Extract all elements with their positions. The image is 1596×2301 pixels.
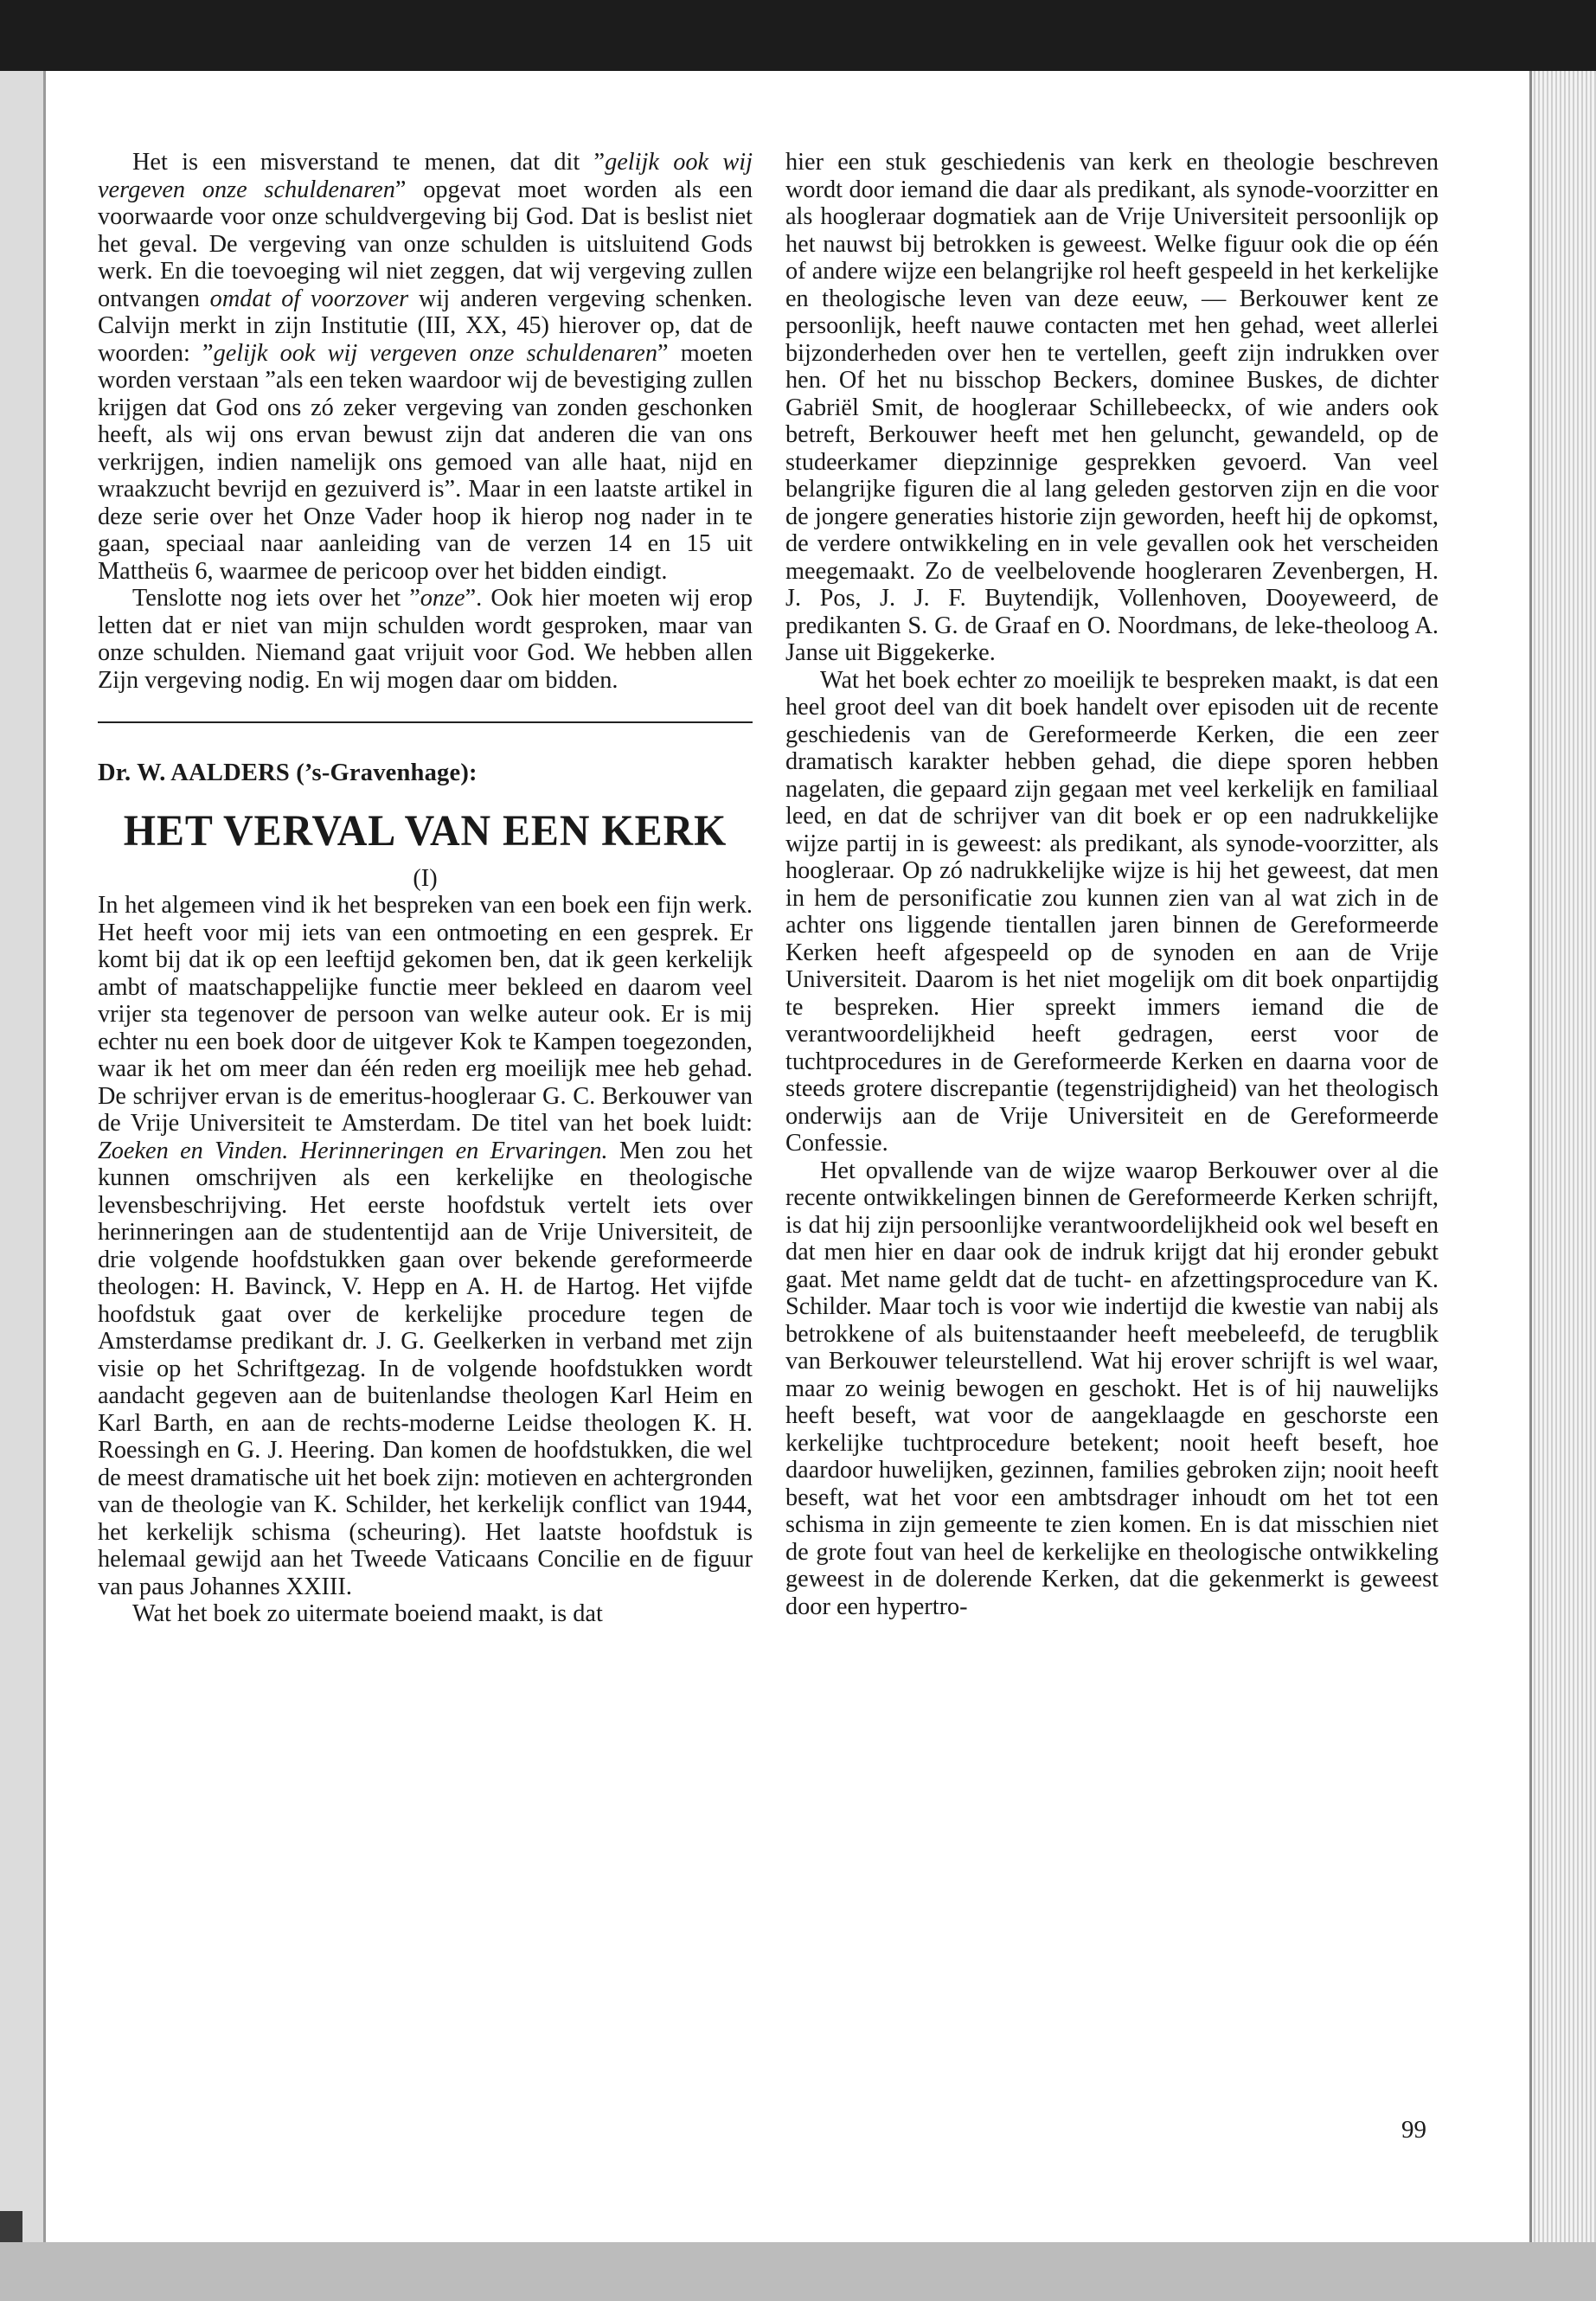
scan-bottom-border (0, 2242, 1596, 2301)
article-title: HET VERVAL VAN EEN KERK (123, 807, 727, 856)
page-right-edge (1529, 71, 1532, 2242)
book-page-edges (1531, 71, 1596, 2242)
article-part-number: (I) (413, 865, 438, 892)
left-column (98, 149, 753, 1628)
page-left-edge (43, 71, 46, 2242)
section-divider (98, 721, 753, 723)
paragraph-striking: Het opvallende van de wijze waarop Berkouwer over al die recente ontwikkelingen binnen de Gereformeerde Kerken schrijft, is dat hij zijn persoonlijke verantwoordelijkheid ook wel beseft en dat men hier en daar ook de indruk krijgt dat hij eronder gebukt gaat. Met name geldt dat de tucht- en afzettingsprocedure van K. Schilder. Maar toch is voor wie indertijd die kwestie van nabij als betrokkene of als buitenstaander heeft meebeleefd, de terugblik van Berkouwer teleurstellend. Wat hij erover schrijft is wel waar, maar zo weinig bewogen en geschokt. Het is of hij nauwelijks heeft beseft, wat voor de aangeklaagde en geschorste een kerkelijke tuchtprocedure betekent; nooit heeft beseft, hoe daardoor huwelijken, gezinnen, families gebroken zijn; nooit heeft beseft, wat het voor een ambtsdrager inhoudt om het tot een schisma in zijn gemeente te zien komen. En is dat misschien niet de grote fout van heel de kerkelijke en theologische ontwikkeling geweest in de dolerende Kerken, dat die gekenmerkt is geweest door een hypertro- (785, 1157, 1439, 1620)
paragraph-difficult: Wat het boek echter zo moeilijk te bespreken maakt, is dat een heel groot deel van dit boek handelt over episoden uit de recente geschiedenis van de Gereformeerde Kerken, die een zeer dramatisch karakter hebben gehad, die diepe sporen hebben nagelaten, die gepaard zijn gegaan met veel kerkelijk en familiaal leed, en dat de schrijver van dit boek er op een nadrukkelijke wijze partij in is geweest: als predikant, als synode-voorzitter, als hoogleraar. Op zó nadrukkelijke wijze is hij het geweest, dat men in hem de personificatie zou kunnen zien van al wat zich in de achter ons liggende tientallen jaren binnen de Gereformeerde Kerken heeft afgespeeld op de synoden en aan de Vrije Universiteit. Daarom is het niet mogelijk om dit boek onpartijdig te bespreken. Hier spreekt immers iemand die de verantwoordelijkheid heeft gedragen, eerst voor de tuchtprocedures in de Gereformeerde Kerken en daarna voor de steeds grotere discrepantie (tegenstrijdigheid) van het theologisch onderwijs aan de Vrije Universiteit en de Gereformeerde Confessie. (785, 666, 1439, 1157)
paragraph-onze: Tenslotte nog iets over het ”onze”. Ook hier moeten wij erop letten dat er niet van mijn schulden wordt gesproken, maar van onze schulden. Niemand gaat vrijuit voor God. We hebben allen Zijn vergeving nodig. En wij mogen daar om bidden. (98, 585, 753, 694)
scan-bottom-corner-mark (0, 2211, 22, 2242)
paragraph-fascinating: Wat het boek zo uitermate boeiend maakt, is dat (132, 1600, 603, 1627)
right-column (785, 149, 1439, 1620)
paragraph-book-intro: In het algemeen vind ik het bespreken van een boek een fijn werk. Het heeft voor mij iets van een ontmoeting en een gesprek. Er komt bij dat ik op een leeftijd gekomen ben, dat ik geen kerkelijk ambt of maatschappelijke functie meer bekleed en daarom veel vrijer sta tegenover de persoon van welke auteur ook. Er is mij echter nu een boek door de uitgever Kok te Kampen toegezonden, waar ik het om meer dan één reden erg moeilijk mee heb gehad. De schrijver ervan is de emeritus-hoogleraar G. C. Berkouwer van de Vrije Universiteit te Amsterdam. De titel van het boek luidt: Zoeken en Vinden. Herinneringen en Ervaringen. Men zou het kunnen omschrijven als een kerkelijke en theologische levensbeschrijving. Het eerste hoofdstuk vertelt iets over herinneringen aan de studententijd aan de Vrije Universiteit, de drie volgende hoofdstukken gaan over bekende gereformeerde theologen: H. Bavinck, V. Hepp en A. H. de Hartog. Het vijfde hoofdstuk gaat over de kerkelijke procedure tegen de Amsterdamse predikant dr. J. G. Geelkerken in verband met zijn visie op het Schriftgezag. In de volgende hoofdstukken wordt aandacht gegeven aan de buitenlandse theologen Karl Heim en Karl Barth, en aan de rechts-moderne Leidse theologen K. H. Roessingh en G. J. Heering. Dan komen de hoofdstukken, die wel de meest dramatische uit het boek zijn: motieven en achtergronden van de theologie van K. Schilder, het kerkelijk conflict van 1944, het kerkelijk schisma (scheuring). Het laatste hoofdstuk is helemaal gewijd aan het Tweede Vaticaans Concilie en de figuur van paus Johannes XXIII. (98, 892, 753, 1600)
article-author: Dr. W. AALDERS (’s-Gravenhage): (98, 760, 478, 786)
paragraph-history: hier een stuk geschiedenis van kerk en theologie beschreven wordt door iemand die daar als predikant, als synode-voorzitter en als hoogleraar dogmatiek aan de Vrije Universiteit persoonlijk op het nauwst bij betrokken is geweest. Welke figuur ook die op één of andere wijze een belangrijke rol heeft gespeeld in het kerkelijke en theologische leven van deze eeuw, — Berkouwer kent ze persoonlijk, heeft nauwe contacten met hen gehad, weet allerlei bijzonderheden over hen te vertellen, geeft zijn indrukken over hen. Of het nu bisschop Beckers, dominee Buskes, de dichter Gabriël Smit, de hoogleraar Schillebeeckx, of wie anders ook betreft, Berkouwer heeft met hen geluncht, gewandeld, op de studeerkamer diepzinnige gesprekken gevoerd. Van veel belangrijke figuren die al lang geleden gestorven zijn en die voor de jongere generaties historie zijn geworden, heeft hij de opkomst, de verdere ontwikkeling en in vele gevallen ook het verscheiden meegemaakt. Zo de veelbelovende hoogleraren Zevenbergen, H. J. Pos, J. J. F. Buytendijk, Vollenhoven, Dooyeweerd, de predikanten S. G. de Graaf en O. Noordmans, de leke-theoloog A. Janse uit Biggekerke. (785, 149, 1439, 666)
scan-left-margin (0, 71, 45, 2242)
scan-top-border (0, 0, 1596, 71)
page-number: 99 (1401, 2116, 1426, 2144)
paragraph-forgiveness: Het is een misverstand te menen, dat dit ”gelijk ook wij vergeven onze schuldenaren” opgevat moet worden als een voorwaarde voor onze schuldvergeving bij God. Dat is beslist niet het geval. De vergeving van onze schulden is uitsluitend Gods werk. En die toevoeging wil niet zeggen, dat wij vergeving zullen ontvangen omdat of voorzover wij anderen vergeving schenken. Calvijn merkt in zijn Institutie (III, XX, 45) hierover op, dat de woorden: ”gelijk ook wij vergeven onze schuldenaren” moeten worden verstaan ”als een teken waardoor wij de bevestiging zullen krijgen dat God ons zó zeker vergeving van zonden geschonken heeft, als wij ons ervan bewust zijn dat anderen die van ons verkrijgen, indien namelijk ons gemoed van alle haat, nijd en wraakzucht bevrijd en gezuiverd is”. Maar in een laatste artikel in deze serie over het Onze Vader hoop ik hierop nog nader in te gaan, speciaal naar aanleiding van de verzen 14 en 15 uit Mattheüs 6, waarmee de pericoop over het bidden eindigt. (98, 149, 753, 585)
